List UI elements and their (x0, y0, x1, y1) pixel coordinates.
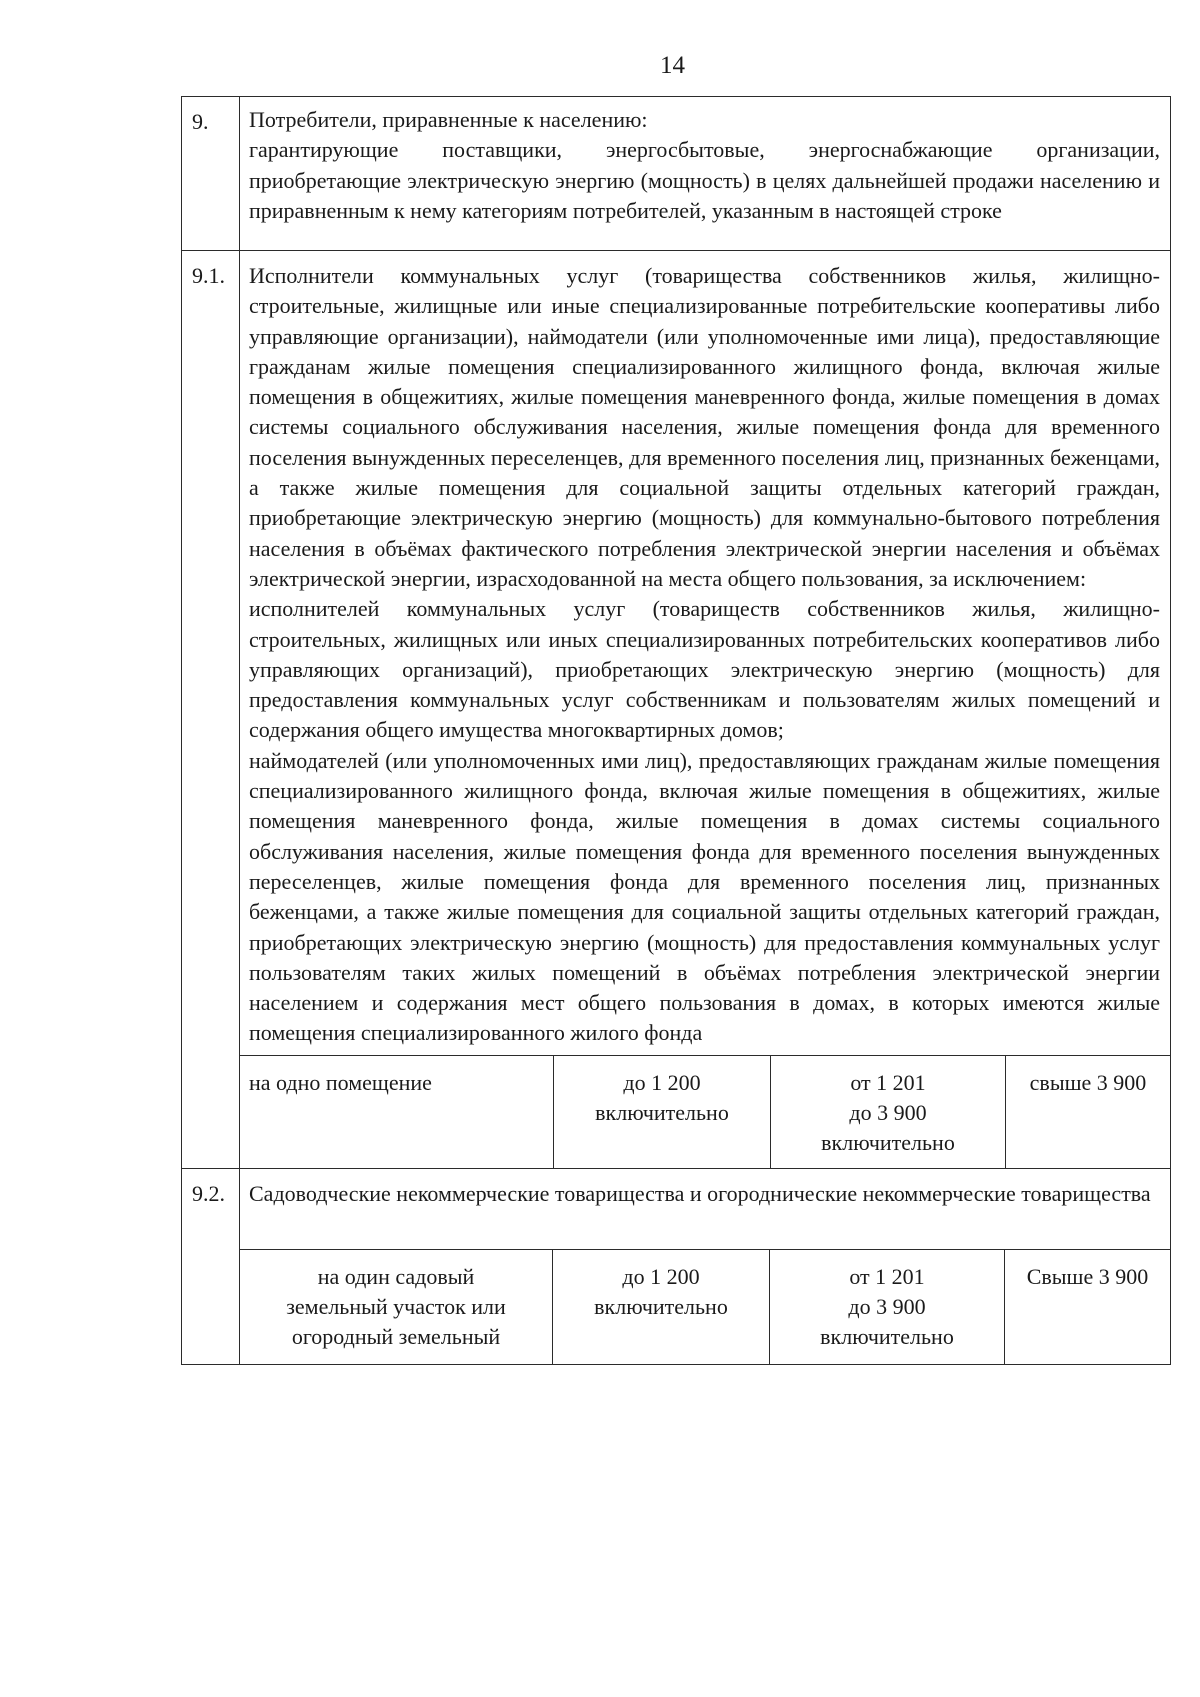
consumption-ranges (240, 1249, 1170, 1364)
range-unit: на один садовый земельный участок или огородный земельный (240, 1250, 553, 1364)
row-text: Исполнители коммунальных услуг (товарищества собственников жилья, жилищно-строительные, жилищные или иные специализированные потребительские кооперативы либо управляющие организации), наймодатели (или уполномоченные ими лица), предоставляющие гражданам жилые помещения специализированного жилищного фонда, включая жилые помещения в общежитиях, жилые помещения маневренного фонда, жилые помещения в домах системы социального обслуживания населения, жилые помещения фонда для временного поселения вынужденных переселенцев, для временного поселения лиц, признанных беженцами, а также жилые помещения для социальной защиты отдельных категорий граждан, приобретающие электрическую энергию (мощность) для коммунально-бытового потребления населения в объёмах фактического потребления электрической энергии населения и объёмах электрической энергии, израсходованной на места общего пользования, за исключением: (249, 263, 1160, 591)
tariff-table (181, 96, 1171, 1365)
range-2: от 1 201 до 3 900 включительно (770, 1250, 1005, 1364)
row-number: 9.2. (182, 1169, 240, 1365)
range-unit: на одно помещение (240, 1055, 554, 1168)
row-number: 9. (182, 97, 240, 251)
range-2: от 1 201 до 3 900 включительно (771, 1055, 1006, 1168)
row-text: Потребители, приравненные к населению: (249, 107, 648, 132)
row-text: исполнителей коммунальных услуг (товариществ собственников жилья, жилищно-строительных, жилищных или иных специализированных потребительских кооперативов либо управляющих организаций), приобретающих электрическую энергию (мощность) для предоставления коммунальных услуг собственникам и пользователям жилых помещений и содержания общего имущества многоквартирных домов; (249, 596, 1160, 743)
row-number: 9.1. (182, 251, 240, 1169)
range-3: Свыше 3 900 (1005, 1250, 1171, 1364)
consumption-ranges (240, 1055, 1170, 1169)
row-text: Садоводческие некоммерческие товарищества и огороднические некоммерческие товарищества (249, 1181, 1151, 1207)
table-row (182, 97, 1171, 251)
row-text: гарантирующие поставщики, энергосбытовые, энергоснабжающие организации, приобретающие электрическую энергию (мощность) в целях дальнейшей продажи населению и приравненным к нему категориям потребителей, указанным в настоящей строке (249, 137, 1160, 223)
range-3: свыше 3 900 (1006, 1055, 1171, 1168)
table-row (182, 1169, 1171, 1365)
table-row (182, 251, 1171, 1169)
page-number: 14 (660, 52, 685, 79)
row-text: наймодателей (или уполномоченных ими лиц), предоставляющих гражданам жилые помещения специализированного жилищного фонда, включая жилые помещения в общежитиях, жилые помещения маневренного фонда, жилые помещения в домах системы социального обслуживания населения, жилые помещения фонда для временного поселения вынужденных переселенцев, жилые помещения фонда для временного поселения лиц, признанных беженцами, а также жилые помещения для социальной защиты отдельных категорий граждан, приобретающих электрическую энергию (мощность) для предоставления коммунальных услуг пользователям таких жилых помещений в объёмах потребления электрической энергии населением и содержания мест общего пользования в домах, в которых имеются жилые помещения специализированного жилого фонда (249, 747, 1160, 1046)
range-1: до 1 200 включительно (554, 1055, 771, 1168)
range-1: до 1 200 включительно (553, 1250, 770, 1364)
